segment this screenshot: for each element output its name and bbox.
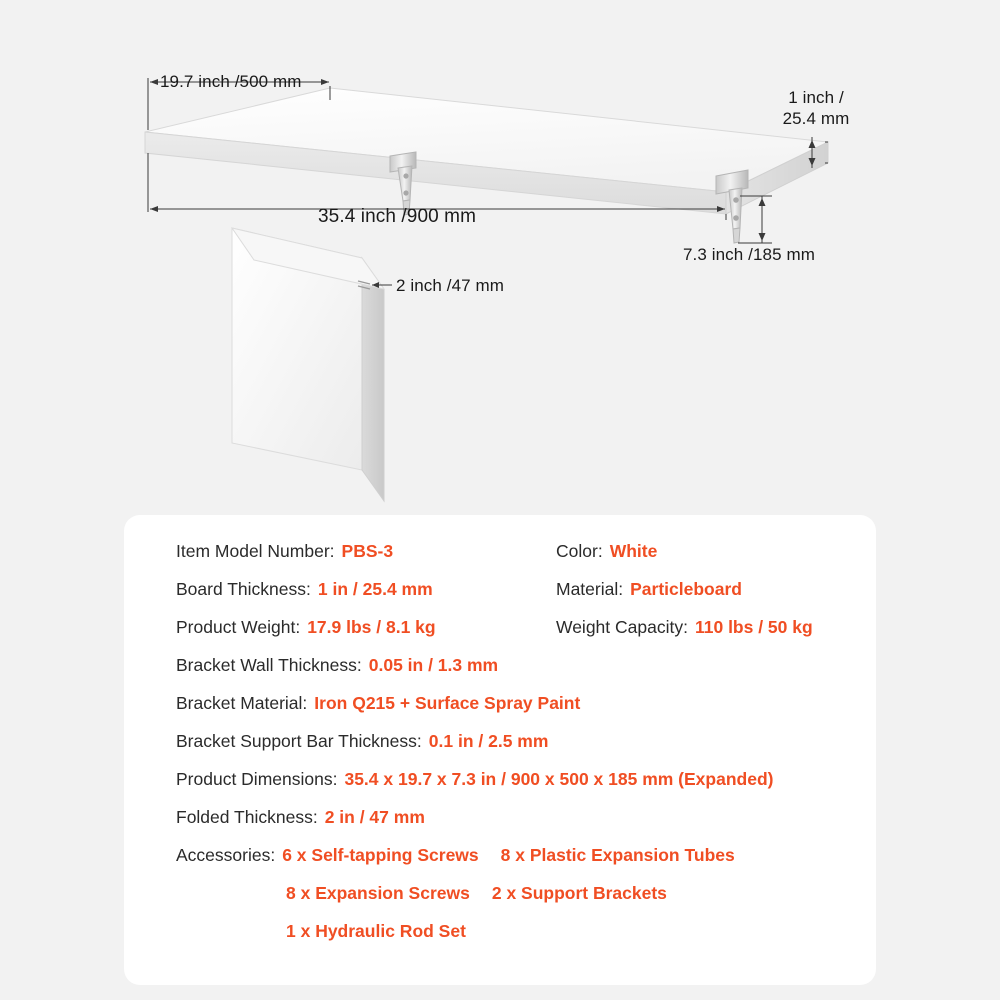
spec-item-bracket-support-bar-thickness: [176, 731, 548, 752]
spec-value: 2 in / 47 mm: [324, 807, 425, 827]
spec-value: Particleboard: [630, 579, 742, 599]
spec-key: Bracket Material:: [176, 693, 308, 713]
spec-value: White: [609, 541, 658, 561]
spec-value: PBS-3: [341, 541, 394, 561]
spec-value: 0.1 in / 2.5 mm: [428, 731, 549, 751]
spec-key: Product Weight:: [176, 617, 301, 637]
spec-item-product-dimensions: [176, 769, 773, 790]
spec-item-board-thickness: [176, 579, 556, 600]
dimension-label-width: 35.4 inch /900 mm: [318, 206, 477, 227]
accessories-line-3: [176, 921, 876, 942]
spec-value: 0.05 in / 1.3 mm: [368, 655, 499, 675]
accessory-item: 8 x Plastic Expansion Tubes: [500, 845, 735, 865]
spec-row: [176, 693, 876, 714]
spec-item-model-number: [176, 541, 556, 562]
specification-card: [124, 515, 876, 985]
spec-row: [176, 541, 876, 562]
dimension-label-folded-thickness: 2 inch /47 mm: [396, 276, 505, 295]
accessory-item: 2 x Support Brackets: [491, 883, 667, 903]
spec-key: Product Dimensions:: [176, 769, 338, 789]
spec-item-bracket-material: [176, 693, 580, 714]
spec-key: Accessories:: [176, 845, 276, 865]
spec-item-bracket-wall-thickness: [176, 655, 498, 676]
spec-key: Bracket Support Bar Thickness:: [176, 731, 422, 751]
spec-key: Color:: [556, 541, 603, 561]
dimension-label-thickness-line1: 1 inch /: [788, 88, 844, 107]
spec-row: [176, 807, 876, 828]
dimension-label-bracket-height: 7.3 inch /185 mm: [683, 245, 815, 264]
spec-key: Material:: [556, 579, 624, 599]
spec-item-product-weight: [176, 617, 556, 638]
dimension-label-thickness-line2: 25.4 mm: [782, 108, 850, 128]
spec-value: Iron Q215 + Surface Spray Paint: [314, 693, 581, 713]
spec-value: 17.9 lbs / 8.1 kg: [307, 617, 436, 637]
spec-key: Board Thickness:: [176, 579, 311, 599]
spec-value: 110 lbs / 50 kg: [694, 617, 813, 637]
spec-key: Bracket Wall Thickness:: [176, 655, 362, 675]
specification-list: [124, 541, 876, 942]
dimension-label-thickness: [770, 88, 862, 129]
spec-item-material: [556, 579, 876, 600]
accessory-item: 6 x Self-tapping Screws: [282, 845, 479, 865]
spec-row: [176, 655, 876, 676]
accessories-line-2: [176, 883, 876, 904]
spec-row: [176, 617, 876, 638]
dimension-label-depth: 19.7 inch /500 mm: [160, 72, 302, 91]
spec-value: 35.4 x 19.7 x 7.3 in / 900 x 500 x 185 mm (Expanded): [344, 769, 774, 789]
spec-row: [176, 731, 876, 752]
spec-key: Item Model Number:: [176, 541, 335, 561]
spec-row: [176, 579, 876, 600]
spec-key: Folded Thickness:: [176, 807, 318, 827]
spec-value: 1 in / 25.4 mm: [317, 579, 433, 599]
spec-item-accessories: [176, 845, 876, 866]
spec-key: Weight Capacity:: [556, 617, 688, 637]
spec-item-weight-capacity: [556, 617, 876, 638]
accessory-item: 1 x Hydraulic Rod Set: [286, 921, 466, 941]
spec-item-folded-thickness: [176, 807, 425, 828]
spec-item-color: [556, 541, 876, 562]
accessory-item: 8 x Expansion Screws: [286, 883, 470, 903]
spec-row: [176, 769, 876, 790]
